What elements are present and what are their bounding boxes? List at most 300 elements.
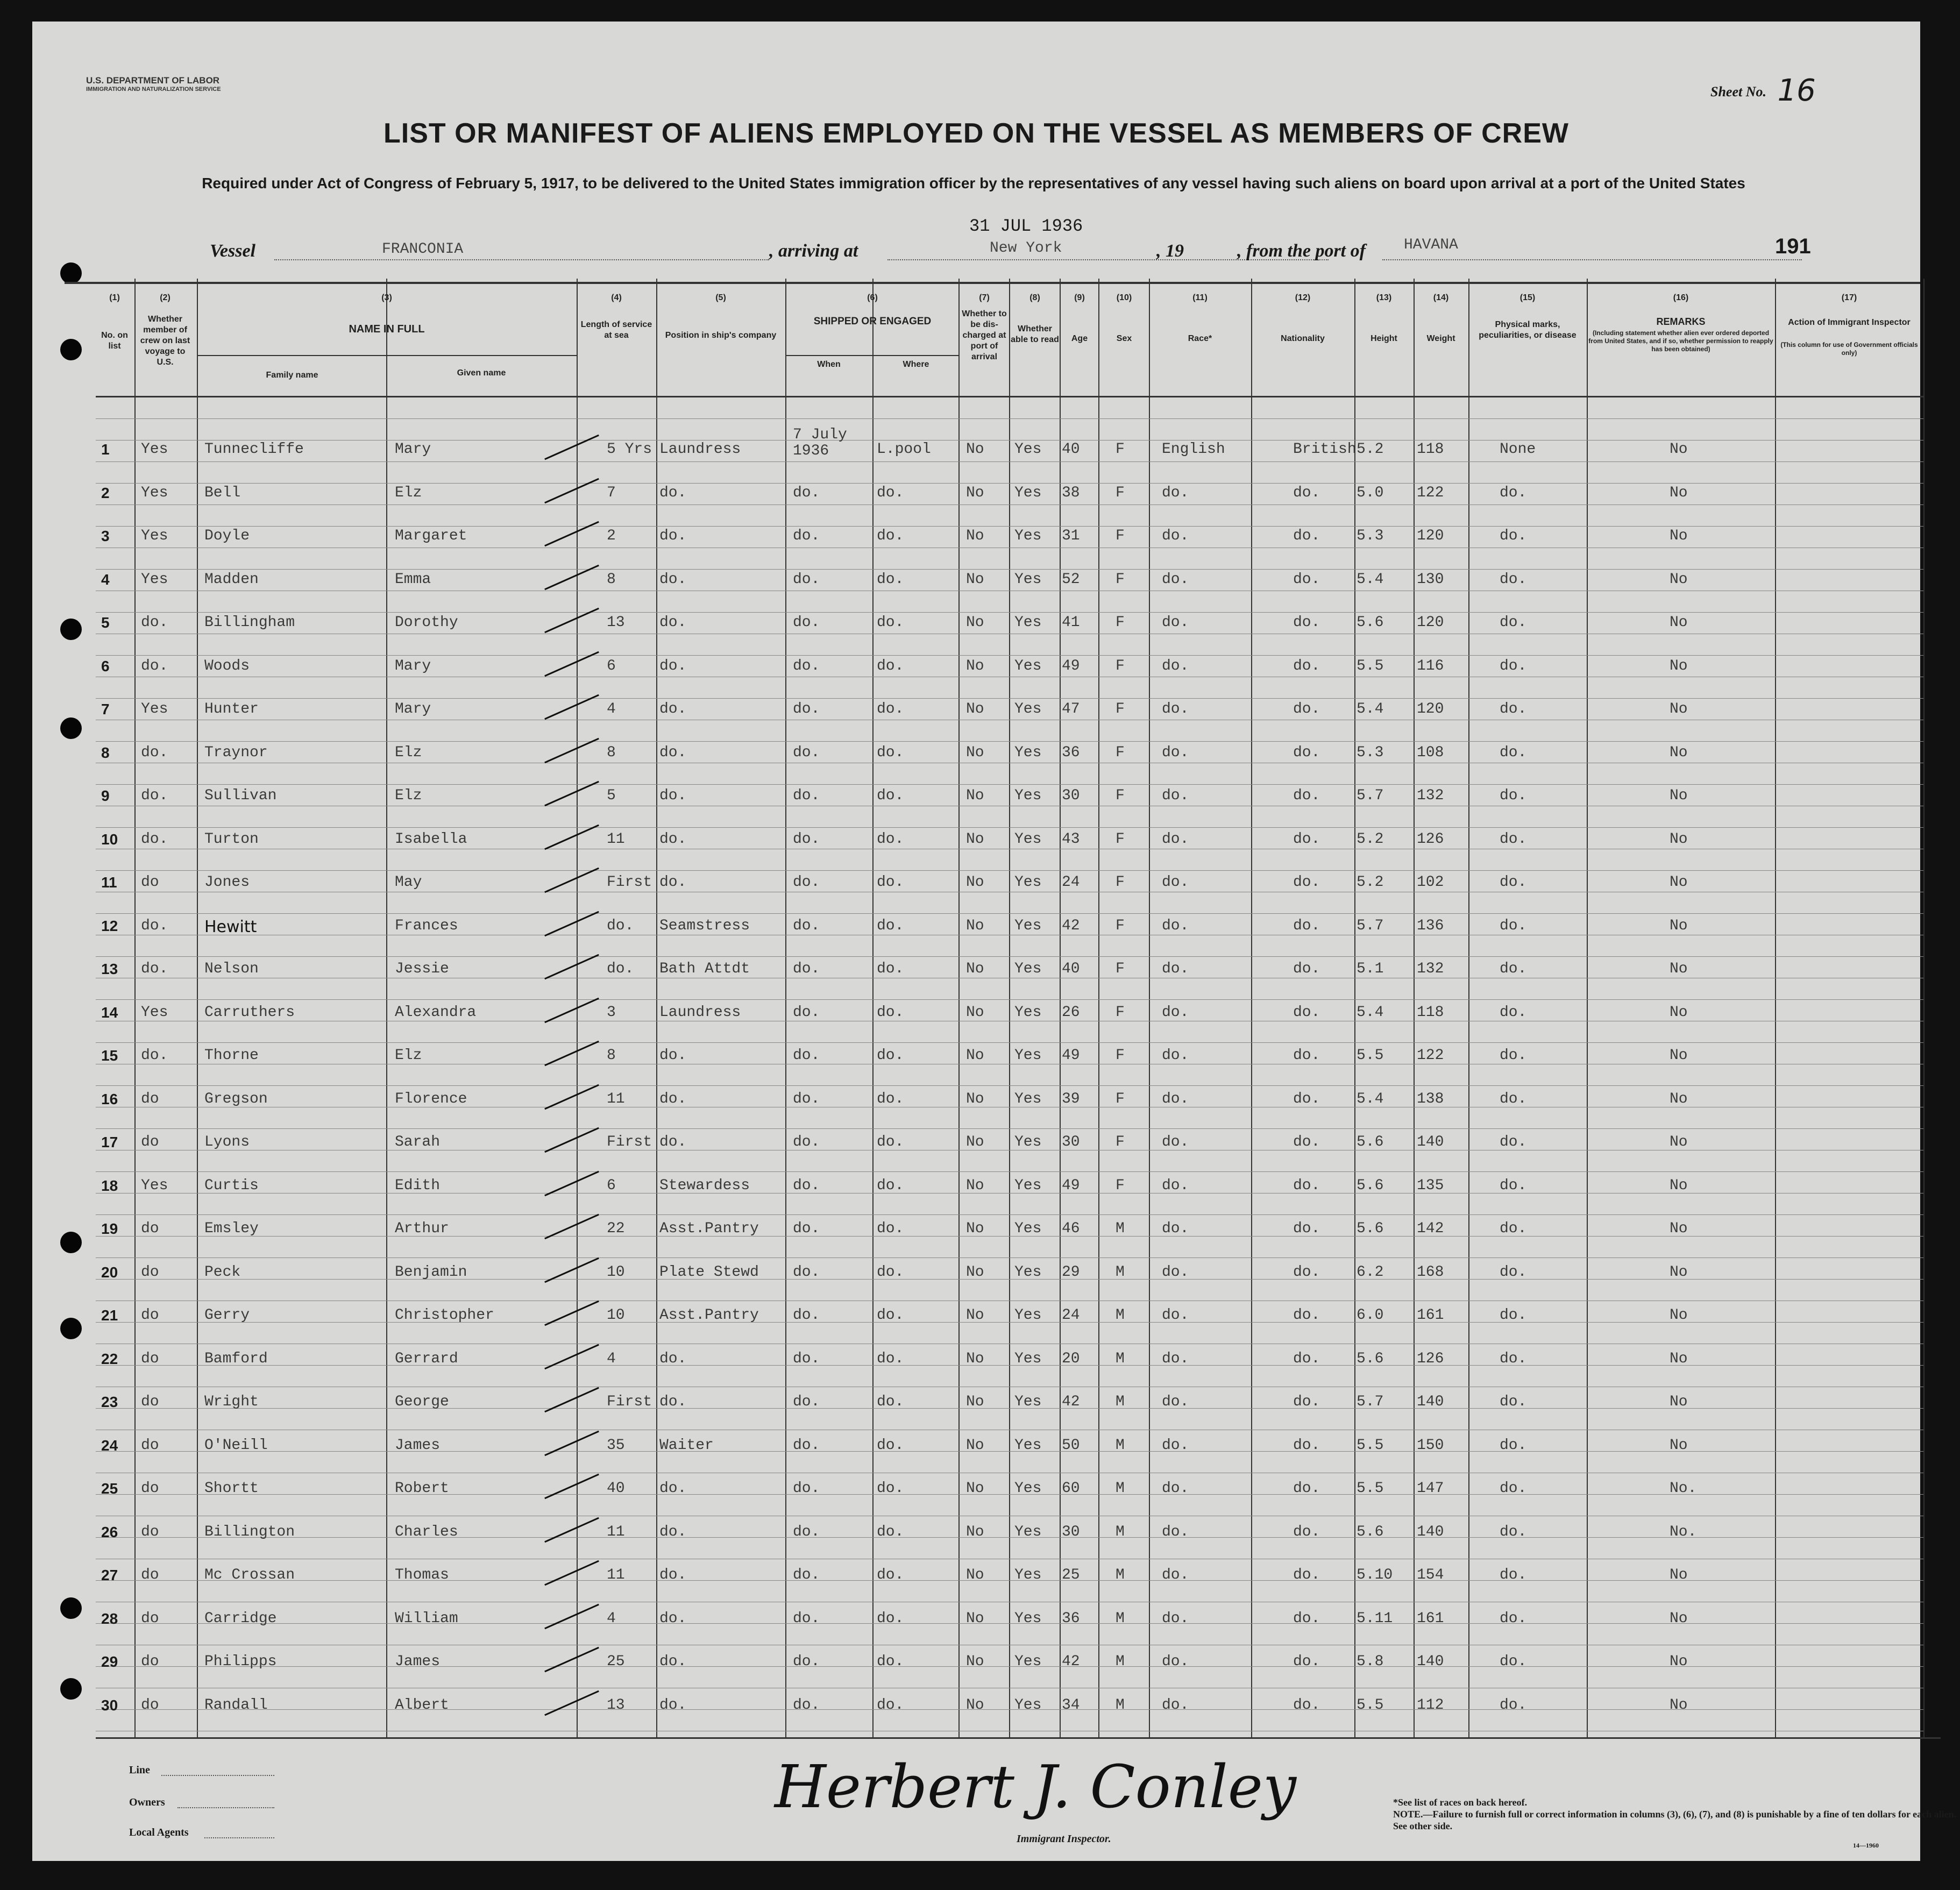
cell-race: English <box>1162 441 1225 458</box>
col6-when-header: When <box>817 360 841 369</box>
cell-remarks: No <box>1670 1653 1688 1670</box>
cell-service: 3 <box>607 1004 616 1021</box>
cell-marks: do. <box>1500 744 1527 761</box>
cell-age: 24 <box>1062 874 1080 891</box>
cell-remarks: No <box>1670 787 1688 804</box>
cell-given: Albert <box>395 1696 449 1714</box>
cell-given: Isabella <box>395 830 467 848</box>
cell-marks: do. <box>1500 1350 1527 1367</box>
cell-disch: No <box>966 1567 984 1583</box>
cell-height: 5.7 <box>1357 1394 1384 1410</box>
cell-weight: 138 <box>1417 1090 1444 1107</box>
cell-height: 5.2 <box>1357 874 1384 891</box>
cell-last: do. <box>141 744 168 761</box>
cell-age: 52 <box>1062 571 1080 588</box>
cell-weight: 161 <box>1417 1610 1444 1627</box>
cell-when: do. <box>793 614 820 631</box>
cell-read: Yes <box>1014 1307 1042 1324</box>
cell-last: do. <box>141 830 168 848</box>
cell-remarks: No <box>1670 1610 1688 1627</box>
cell-service: 13 <box>607 1696 625 1714</box>
cell-position: Bath Attdt <box>659 961 750 977</box>
cell-sex: F <box>1116 787 1125 804</box>
cell-read: Yes <box>1014 1523 1042 1540</box>
cell-disch: No <box>966 1263 984 1281</box>
cell-marks: do. <box>1500 1696 1527 1714</box>
cell-service: 8 <box>607 1047 616 1064</box>
cell-position: Seamstress <box>659 917 750 934</box>
ruled-line <box>96 461 1923 462</box>
port-label: , from the port of <box>1237 241 1366 261</box>
cell-age: 36 <box>1062 1610 1080 1627</box>
cell-read: Yes <box>1014 917 1042 934</box>
cell-marks: do. <box>1500 1090 1527 1107</box>
cell-nat: do. <box>1293 1090 1320 1107</box>
cell-nat: do. <box>1293 614 1320 631</box>
cell-when: do. <box>793 1134 820 1150</box>
cell-age: 50 <box>1062 1437 1080 1454</box>
ruled-line <box>96 784 1923 785</box>
cell-remarks: No <box>1670 1437 1688 1454</box>
cell-when: do. <box>793 830 820 848</box>
cell-height: 5.8 <box>1357 1653 1384 1670</box>
cell-marks: do. <box>1500 1134 1527 1150</box>
cell-family: Nelson <box>204 961 259 977</box>
cell-nat: do. <box>1293 701 1320 717</box>
ruled-line <box>96 418 1923 419</box>
crew-table <box>96 279 1941 1737</box>
cell-disch: No <box>966 1653 984 1670</box>
cell-read: Yes <box>1014 1090 1042 1107</box>
cell-read: Yes <box>1014 1696 1042 1714</box>
col3-header: NAME IN FULL <box>349 323 425 335</box>
cell-height: 5.5 <box>1357 1047 1384 1064</box>
cell-last: do <box>141 874 159 891</box>
cell-marks: do. <box>1500 1437 1527 1454</box>
cell-nat: do. <box>1293 1307 1320 1324</box>
cell-sex: M <box>1116 1307 1125 1324</box>
agency-header <box>86 75 280 93</box>
cell-height: 5.7 <box>1357 917 1384 934</box>
cell-last: do <box>141 1610 159 1627</box>
cell-remarks: No <box>1670 1394 1688 1410</box>
ruled-line <box>96 1085 1923 1086</box>
cell-race: do. <box>1162 1480 1189 1497</box>
cell-no: 3 <box>101 528 110 544</box>
cell-read: Yes <box>1014 1263 1042 1281</box>
cell-given: Gerrard <box>395 1350 458 1367</box>
cell-disch: No <box>966 961 984 977</box>
ruled-line <box>96 526 1923 527</box>
column-rule <box>1587 279 1588 1737</box>
cell-remarks: No <box>1670 484 1688 501</box>
cell-race: do. <box>1162 917 1189 934</box>
cell-disch: No <box>966 1480 984 1497</box>
agents-label: Local Agents <box>129 1827 189 1838</box>
cell-race: do. <box>1162 1307 1189 1324</box>
cell-age: 49 <box>1062 1047 1080 1064</box>
cell-family: Mc Crossan <box>204 1567 295 1583</box>
cell-no: 13 <box>101 961 118 977</box>
cell-given: Alexandra <box>395 1004 477 1021</box>
cell-when: do. <box>793 1307 820 1324</box>
cell-where: do. <box>877 614 904 631</box>
cell-age: 42 <box>1062 917 1080 934</box>
col7-number: (7) <box>979 293 990 302</box>
cell-when: do. <box>793 1047 820 1064</box>
col14-number: (14) <box>1433 293 1449 302</box>
cell-no: 15 <box>101 1047 118 1064</box>
cell-given: Edith <box>395 1177 441 1194</box>
cell-sex: F <box>1116 657 1125 674</box>
cell-given: Elz <box>395 744 422 761</box>
vessel-value: FRANCONIA <box>382 241 464 258</box>
cell-where: do. <box>877 657 904 674</box>
cell-where: do. <box>877 1134 904 1150</box>
cell-when: do. <box>793 1004 820 1021</box>
cell-where: do. <box>877 787 904 804</box>
cell-last: Yes <box>141 1004 168 1021</box>
cell-service: 11 <box>607 1090 625 1107</box>
cell-service: 11 <box>607 1567 625 1583</box>
cell-weight: 118 <box>1417 441 1444 458</box>
cell-read: Yes <box>1014 1480 1042 1497</box>
cell-marks: do. <box>1500 1610 1527 1627</box>
cell-nat: do. <box>1293 1567 1320 1583</box>
punch-hole <box>60 262 82 284</box>
cell-no: 9 <box>101 787 110 804</box>
cell-disch: No <box>966 1523 984 1540</box>
cell-position: do. <box>659 528 687 544</box>
cell-given: Elz <box>395 787 422 804</box>
cell-sex: F <box>1116 1177 1125 1194</box>
cell-race: do. <box>1162 1350 1189 1367</box>
cell-race: do. <box>1162 1263 1189 1281</box>
ruled-line <box>96 956 1923 957</box>
cell-weight: 135 <box>1417 1177 1444 1194</box>
cell-remarks: No <box>1670 874 1688 891</box>
cell-read: Yes <box>1014 441 1042 458</box>
cell-weight: 102 <box>1417 874 1444 891</box>
cell-age: 41 <box>1062 614 1080 631</box>
cell-service: 4 <box>607 1350 616 1367</box>
cell-age: 42 <box>1062 1653 1080 1670</box>
col16-subheader: (Including statement whether alien ever ordered deported from United States, and if so, whether permission to reapply has been obtained) <box>1588 329 1773 353</box>
cell-read: Yes <box>1014 1610 1042 1627</box>
cell-disch: No <box>966 657 984 674</box>
cell-service: First <box>607 1134 652 1150</box>
cell-sex: F <box>1116 917 1125 934</box>
cell-disch: No <box>966 614 984 631</box>
cell-position: Asst.Pantry <box>659 1220 759 1237</box>
cell-disch: No <box>966 441 984 458</box>
cell-where: do. <box>877 961 904 977</box>
cell-height: 5.6 <box>1357 1350 1384 1367</box>
cell-given: Frances <box>395 917 458 934</box>
cell-race: do. <box>1162 1090 1189 1107</box>
cell-nat: do. <box>1293 1134 1320 1150</box>
vessel-line <box>274 259 769 260</box>
cell-height: 5.6 <box>1357 1523 1384 1540</box>
ruled-line <box>96 698 1923 699</box>
cell-marks: do. <box>1500 657 1527 674</box>
column-rule <box>958 279 960 1737</box>
cell-weight: 140 <box>1417 1394 1444 1410</box>
cell-family: Peck <box>204 1263 241 1281</box>
cell-age: 43 <box>1062 830 1080 848</box>
column-rule <box>872 279 874 1737</box>
cell-weight: 126 <box>1417 1350 1444 1367</box>
column-rule <box>1775 279 1776 1737</box>
cell-sex: F <box>1116 1090 1125 1107</box>
cell-family: Hunter <box>204 701 259 717</box>
cell-age: 36 <box>1062 744 1080 761</box>
cell-race: do. <box>1162 1047 1189 1064</box>
cell-disch: No <box>966 701 984 717</box>
footer-notes <box>1393 1796 1958 1832</box>
cell-when: do. <box>793 1090 820 1107</box>
cell-height: 5.7 <box>1357 787 1384 804</box>
cell-no: 27 <box>101 1567 118 1583</box>
cell-last: do <box>141 1090 159 1107</box>
cell-service: do. <box>607 961 634 977</box>
cell-marks: do. <box>1500 1004 1527 1021</box>
cell-last: do <box>141 1307 159 1324</box>
sheet-value: 16 <box>1777 73 1816 108</box>
cell-weight: 120 <box>1417 528 1444 544</box>
cell-marks: do. <box>1500 917 1527 934</box>
cell-where: do. <box>877 1177 904 1194</box>
cell-sex: F <box>1116 571 1125 588</box>
cell-no: 18 <box>101 1177 118 1194</box>
cell-sex: M <box>1116 1263 1125 1281</box>
cell-height: 5.6 <box>1357 1220 1384 1237</box>
cell-marks: do. <box>1500 1480 1527 1497</box>
cell-when: do. <box>793 1610 820 1627</box>
punch-hole <box>60 1232 82 1253</box>
cell-no: 4 <box>101 571 110 588</box>
cell-last: Yes <box>141 528 168 544</box>
cell-family: Shortt <box>204 1480 259 1497</box>
cell-remarks: No <box>1670 917 1688 934</box>
cell-position: do. <box>659 1696 687 1714</box>
cell-no: 26 <box>101 1523 118 1540</box>
cell-last: do <box>141 1394 159 1410</box>
cell-position: do. <box>659 830 687 848</box>
cell-family: Lyons <box>204 1134 250 1150</box>
cell-given: Charles <box>395 1523 458 1540</box>
cell-remarks: No <box>1670 1004 1688 1021</box>
cell-disch: No <box>966 787 984 804</box>
cell-where: do. <box>877 571 904 588</box>
cell-when: do. <box>793 961 820 977</box>
col5-number: (5) <box>715 293 726 302</box>
cell-read: Yes <box>1014 614 1042 631</box>
cell-height: 5.6 <box>1357 1134 1384 1150</box>
arriving-value: New York <box>990 240 1062 257</box>
cell-family: Billingham <box>204 614 295 631</box>
cell-disch: No <box>966 1177 984 1194</box>
cell-position: do. <box>659 744 687 761</box>
cell-family: Philipps <box>204 1653 277 1670</box>
column-rule <box>1468 279 1469 1737</box>
cell-weight: 150 <box>1417 1437 1444 1454</box>
owners-field <box>177 1807 274 1808</box>
cell-read: Yes <box>1014 1177 1042 1194</box>
cell-remarks: No <box>1670 1090 1688 1107</box>
cell-position: Laundress <box>659 441 741 458</box>
cell-where: do. <box>877 1263 904 1281</box>
cell-read: Yes <box>1014 571 1042 588</box>
col2-number: (2) <box>160 293 171 302</box>
cell-given: May <box>395 874 422 891</box>
cell-remarks: No <box>1670 657 1688 674</box>
cell-remarks: No <box>1670 1134 1688 1150</box>
cell-no: 2 <box>101 484 110 501</box>
cell-race: do. <box>1162 1134 1189 1150</box>
ruled-line <box>96 1257 1923 1258</box>
cell-read: Yes <box>1014 1350 1042 1367</box>
cell-remarks: No <box>1670 1177 1688 1194</box>
cell-marks: do. <box>1500 1177 1527 1194</box>
cell-where: do. <box>877 874 904 891</box>
cell-when: do. <box>793 1177 820 1194</box>
cell-family: Hewitt <box>204 917 257 936</box>
cell-height: 5.5 <box>1357 1696 1384 1714</box>
cell-height: 5.4 <box>1357 1090 1384 1107</box>
cell-position: do. <box>659 1394 687 1410</box>
cell-nat: do. <box>1293 744 1320 761</box>
cell-remarks: No <box>1670 1307 1688 1324</box>
cell-read: Yes <box>1014 1394 1042 1410</box>
cell-read: Yes <box>1014 1220 1042 1237</box>
cell-sex: F <box>1116 1004 1125 1021</box>
cell-disch: No <box>966 1394 984 1410</box>
column-rule <box>1060 279 1061 1737</box>
column-rule <box>134 279 136 1737</box>
cell-age: 30 <box>1062 1134 1080 1150</box>
cell-disch: No <box>966 1004 984 1021</box>
cell-nat: do. <box>1293 961 1320 977</box>
cell-when: do. <box>793 1480 820 1497</box>
sheet-label: Sheet No. <box>1710 84 1766 100</box>
cell-where: do. <box>877 830 904 848</box>
cell-race: do. <box>1162 571 1189 588</box>
cell-race: do. <box>1162 1696 1189 1714</box>
cell-service: 8 <box>607 744 616 761</box>
cell-position: do. <box>659 614 687 631</box>
cell-remarks: No. <box>1670 1523 1697 1540</box>
cell-height: 5.11 <box>1357 1610 1393 1627</box>
cell-no: 16 <box>101 1090 118 1107</box>
col13-header: Height <box>1370 334 1397 343</box>
cell-age: 40 <box>1062 441 1080 458</box>
cell-height: 5.5 <box>1357 657 1384 674</box>
cell-weight: 142 <box>1417 1220 1444 1237</box>
cell-disch: No <box>966 1134 984 1150</box>
cell-weight: 140 <box>1417 1134 1444 1150</box>
cell-race: do. <box>1162 787 1189 804</box>
cell-last: do <box>141 1437 159 1454</box>
cell-read: Yes <box>1014 1653 1042 1670</box>
cell-where: do. <box>877 1220 904 1237</box>
cell-service: 6 <box>607 657 616 674</box>
punch-hole <box>60 1597 82 1619</box>
cell-sex: F <box>1116 528 1125 544</box>
cell-no: 10 <box>101 830 118 848</box>
cell-position: do. <box>659 1523 687 1540</box>
cell-age: 20 <box>1062 1350 1080 1367</box>
cell-position: do. <box>659 1090 687 1107</box>
cell-when: do. <box>793 1523 820 1540</box>
cell-disch: No <box>966 1307 984 1324</box>
cell-race: do. <box>1162 1653 1189 1670</box>
ruled-line <box>96 741 1923 742</box>
cell-when: do. <box>793 787 820 804</box>
cell-sex: M <box>1116 1696 1125 1714</box>
cell-disch: No <box>966 874 984 891</box>
cell-marks: do. <box>1500 787 1527 804</box>
cell-marks: do. <box>1500 528 1527 544</box>
year-label: , 19 <box>1156 241 1184 261</box>
cell-service: 35 <box>607 1437 625 1454</box>
cell-sex: F <box>1116 701 1125 717</box>
cell-read: Yes <box>1014 1047 1042 1064</box>
ruled-line <box>96 1171 1923 1172</box>
col4-header: Length of service at sea <box>580 320 652 340</box>
cell-height: 5.1 <box>1357 961 1384 977</box>
cell-last: do. <box>141 1047 168 1064</box>
ruled-line <box>96 870 1923 871</box>
cell-read: Yes <box>1014 484 1042 501</box>
cell-sex: F <box>1116 1134 1125 1150</box>
cell-position: do. <box>659 874 687 891</box>
cell-marks: do. <box>1500 701 1527 717</box>
cell-disch: No <box>966 917 984 934</box>
cell-marks: do. <box>1500 1567 1527 1583</box>
cell-when: do. <box>793 917 820 934</box>
col10-header: Sex <box>1116 334 1132 343</box>
cell-height: 5.3 <box>1357 744 1384 761</box>
cell-sex: M <box>1116 1523 1125 1540</box>
cell-sex: M <box>1116 1350 1125 1367</box>
cell-disch: No <box>966 1220 984 1237</box>
col9-header: Age <box>1071 334 1088 343</box>
cell-position: do. <box>659 1653 687 1670</box>
cell-service: First <box>607 1394 652 1410</box>
cell-weight: 116 <box>1417 657 1444 674</box>
col11-number: (11) <box>1192 293 1208 302</box>
cell-given: William <box>395 1610 458 1627</box>
cell-race: do. <box>1162 1394 1189 1410</box>
cell-race: do. <box>1162 701 1189 717</box>
cell-age: 49 <box>1062 657 1080 674</box>
cell-remarks: No <box>1670 1220 1688 1237</box>
cell-where: do. <box>877 1696 904 1714</box>
cell-where: do. <box>877 1437 904 1454</box>
cell-remarks: No <box>1670 744 1688 761</box>
cell-marks: do. <box>1500 1220 1527 1237</box>
cell-where: do. <box>877 1610 904 1627</box>
port-value: HAVANA <box>1404 237 1458 253</box>
cell-when: do. <box>793 1653 820 1670</box>
cell-sex: F <box>1116 830 1125 848</box>
cell-service: 8 <box>607 571 616 588</box>
cell-marks: do. <box>1500 1047 1527 1064</box>
date-stamp: 31 JUL 1936 <box>969 216 1083 236</box>
inspector-signature: Herbert J. Conley <box>775 1752 1297 1821</box>
col7-header: Whether to be dis-charged at port of arrival <box>962 309 1007 361</box>
